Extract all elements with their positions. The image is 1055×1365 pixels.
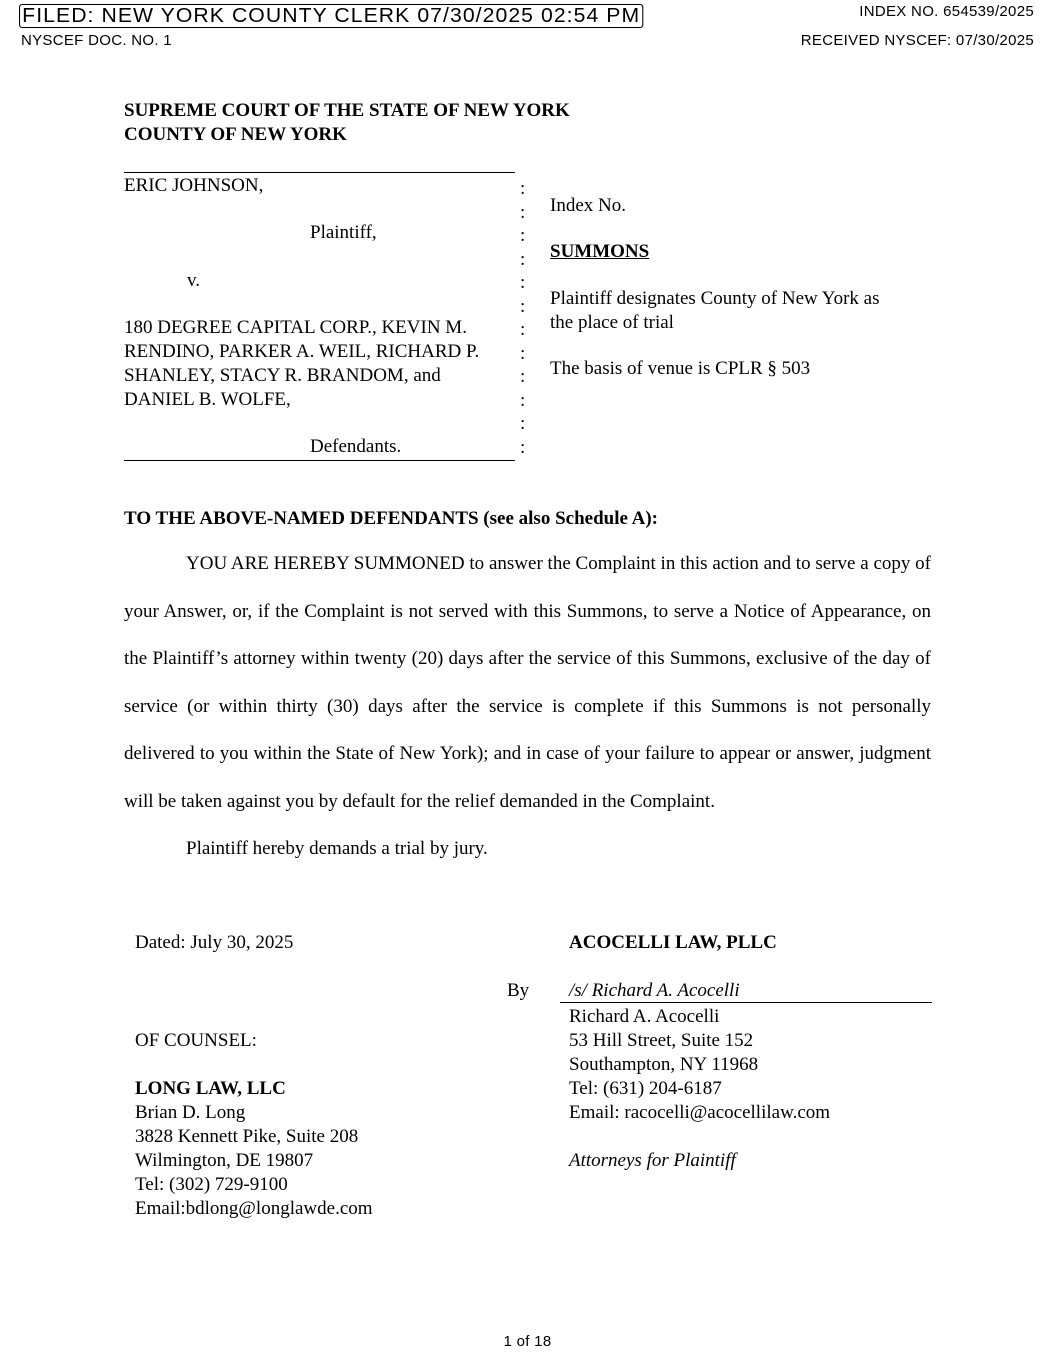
attorney-role: Attorneys for Plaintiff (569, 1150, 736, 1171)
electronic-signature: /s/ Richard A. Acocelli (569, 980, 740, 1001)
venue-designation-line-1: Plaintiff designates County of New York as (550, 288, 880, 309)
venue-designation-line-2: the place of trial (550, 312, 674, 333)
defendant-line-2: RENDINO, PARKER A. WEIL, RICHARD P. (124, 341, 480, 362)
plaintiff-name: ERIC JOHNSON, (124, 175, 264, 196)
defendant-line-4: DANIEL B. WOLFE, (124, 389, 291, 410)
index-no-label: Index No. (550, 195, 626, 216)
signer-address-1: 53 Hill Street, Suite 152 (569, 1030, 754, 1051)
filed-stamp: FILED: NEW YORK COUNTY CLERK 07/30/2025 02:54 PM (19, 4, 643, 28)
court-name: SUPREME COURT OF THE STATE OF NEW YORK (124, 100, 570, 121)
defendants-label: Defendants. (310, 436, 402, 457)
counsel-firm: LONG LAW, LLC (135, 1078, 286, 1099)
index-number: INDEX NO. 654539/2025 (859, 3, 1034, 20)
signer-telephone: Tel: (631) 204-6187 (569, 1078, 722, 1099)
notice-heading: TO THE ABOVE-NAMED DEFENDANTS (see also Schedule A): (124, 508, 658, 529)
by-label: By (507, 980, 530, 1001)
received-date: RECEIVED NYSCEF: 07/30/2025 (800, 32, 1034, 49)
venue-basis: The basis of venue is CPLR § 503 (550, 358, 811, 379)
caption-colon-column: : : : : : : : : : : : : (520, 178, 526, 458)
signing-firm: ACOCELLI LAW, PLLC (569, 932, 777, 953)
versus: v. (187, 270, 201, 291)
page-number: 1 of 18 (503, 1333, 552, 1350)
summons-paragraph (124, 540, 931, 873)
counsel-address-2: Wilmington, DE 19807 (135, 1150, 314, 1171)
signer-address-2: Southampton, NY 11968 (569, 1054, 759, 1075)
signature-line (560, 1002, 932, 1003)
counsel-email: Email:bdlong@longlawde.com (135, 1198, 373, 1219)
signer-email: Email: racocelli@acocellilaw.com (569, 1102, 831, 1123)
of-counsel-label: OF COUNSEL: (135, 1030, 257, 1051)
plaintiff-label: Plaintiff, (310, 222, 377, 243)
defendant-line-3: SHANLEY, STACY R. BRANDOM, and (124, 365, 441, 386)
caption-top-rule (124, 172, 515, 173)
jury-demand: Plaintiff hereby demands a trial by jury. (186, 838, 488, 859)
counsel-address-1: 3828 Kennett Pike, Suite 208 (135, 1126, 359, 1147)
defendant-line-1: 180 DEGREE CAPITAL CORP., KEVIN M. (124, 317, 467, 338)
signer-name: Richard A. Acocelli (569, 1006, 720, 1027)
summons-text: YOU ARE HEREBY SUMMONED to answer the Complaint in this action and to serve a copy of your Answer, or, if the Complaint is not served with this Summons, to serve a Notice of Appearance, on the Plaintiff’s attorney within twenty (20) days after the service of this Summons, exclusive of the day of service (or within thirty (30) days after the service is complete if this Summons is not personally delivered to you within the State of New York); and in case of your failure to appear or answer, judgment will be taken against you by default for the relief demanded in the Complaint. (124, 553, 931, 812)
dated-line: Dated: July 30, 2025 (135, 932, 294, 953)
counsel-telephone: Tel: (302) 729-9100 (135, 1174, 288, 1195)
caption-bottom-rule (124, 460, 515, 461)
document-title: SUMMONS (550, 241, 650, 262)
court-county: COUNTY OF NEW YORK (124, 124, 347, 145)
counsel-name: Brian D. Long (135, 1102, 246, 1123)
nyscef-doc-number: NYSCEF DOC. NO. 1 (21, 32, 172, 49)
